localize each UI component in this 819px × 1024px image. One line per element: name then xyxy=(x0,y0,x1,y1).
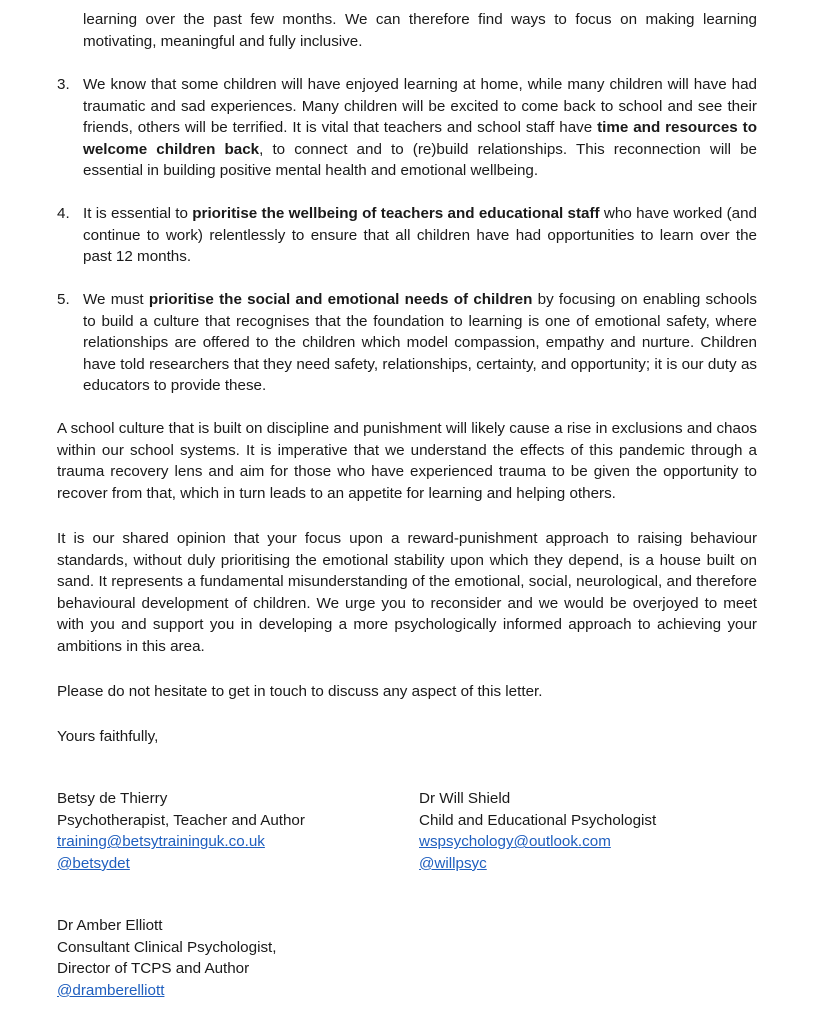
point-3 xyxy=(57,74,757,182)
signatory-betsy xyxy=(57,788,305,874)
signatory-handle-link[interactable]: @betsydet xyxy=(57,854,130,872)
signatory-role: Consultant Clinical Psychologist, xyxy=(57,938,277,956)
point-number: 3. xyxy=(57,76,70,93)
signatory-name: Dr Will Shield xyxy=(419,790,511,807)
signatory-role: Child and Educational Psychologist xyxy=(419,811,657,829)
paragraph-contact: Please do not hesitate to get in touch to discuss any aspect of this letter. xyxy=(57,683,543,700)
point-4 xyxy=(57,203,757,268)
paragraph-school-culture: A school culture that is built on discipline and punishment will likely cause a rise in exclusions and chaos within our school systems. It is imperative that we understand the effects of this pandemic through a trauma recovery lens and aim for those who have experienced trauma to be given the opportunity to recover from that, which in turn leads to an appetite for learning and helping others. xyxy=(57,420,757,502)
paragraph-shared-opinion: It is our shared opinion that your focus upon a reward-punishment approach to raising behaviour standards, without duly prioritising the emotional stability upon which they depend, is a house built on sand. It represents a fundamental misunderstanding of the emotional, social, neurological, and therefore behavioural development of children. We urge you to reconsider and we would be overjoyed to meet with you and support you in developing a more psychologically informed approach to achieving your ambitions in this area. xyxy=(57,530,757,655)
signatory-role-secondary: Director of TCPS and Author xyxy=(57,960,250,978)
closing-salutation: Yours faithfully, xyxy=(57,728,159,745)
signatory-email-link[interactable]: training@betsytraininguk.co.uk xyxy=(57,833,265,851)
signatory-will xyxy=(419,788,656,874)
point-text: We know that some children will have enjoyed learning at home, while many children will have had traumatic and sad experiences. Many children will be excited to come back to school and see their friends, others will be terrified. It is vital that teachers and school staff have time and resources to welcome children back, to connect and to (re)build relationships. This reconnection will be essential in building positive mental health and emotional wellbeing. xyxy=(83,76,757,180)
signatory-amber xyxy=(57,915,276,1001)
point-emphasis: prioritise the social and emotional needs of children xyxy=(148,291,533,308)
point-emphasis: prioritise the wellbeing of teachers and educational staff xyxy=(192,205,600,222)
point-number: 5. xyxy=(57,291,70,308)
signatory-handle-link[interactable]: @willpsyc xyxy=(419,854,487,872)
signatory-email-link[interactable]: wspsychology@outlook.com xyxy=(419,833,611,851)
signatory-role: Psychotherapist, Teacher and Author xyxy=(57,811,305,829)
signatory-name: Dr Amber Elliott xyxy=(57,917,163,934)
point-emphasis: time and resources to welcome children back xyxy=(83,119,757,158)
intro-continuation: learning over the past few months. We can therefore find ways to focus on making learning motivating, meaningful and fully inclusive. xyxy=(83,11,757,50)
signatory-handle-link[interactable]: @dramberelliott xyxy=(57,981,165,999)
point-5 xyxy=(57,289,757,397)
point-text: We must prioritise the social and emotional needs of children by focusing on enabling schools to build a culture that recognises that the foundation to learning is one of emotional safety, where relationships are offered to the children which model compassion, empathy and nurture. Children have told researchers that they need safety, relationships, certainty, and opportunity; it is our duty as educators to provide these. xyxy=(83,291,757,395)
point-number: 4. xyxy=(57,205,70,222)
signatory-name: Betsy de Thierry xyxy=(57,790,168,807)
point-text: It is essential to prioritise the wellbeing of teachers and educational staff who have worked (and continue to work) relentlessly to ensure that all children have had opportunities to learn over the past 12 months. xyxy=(83,205,757,266)
